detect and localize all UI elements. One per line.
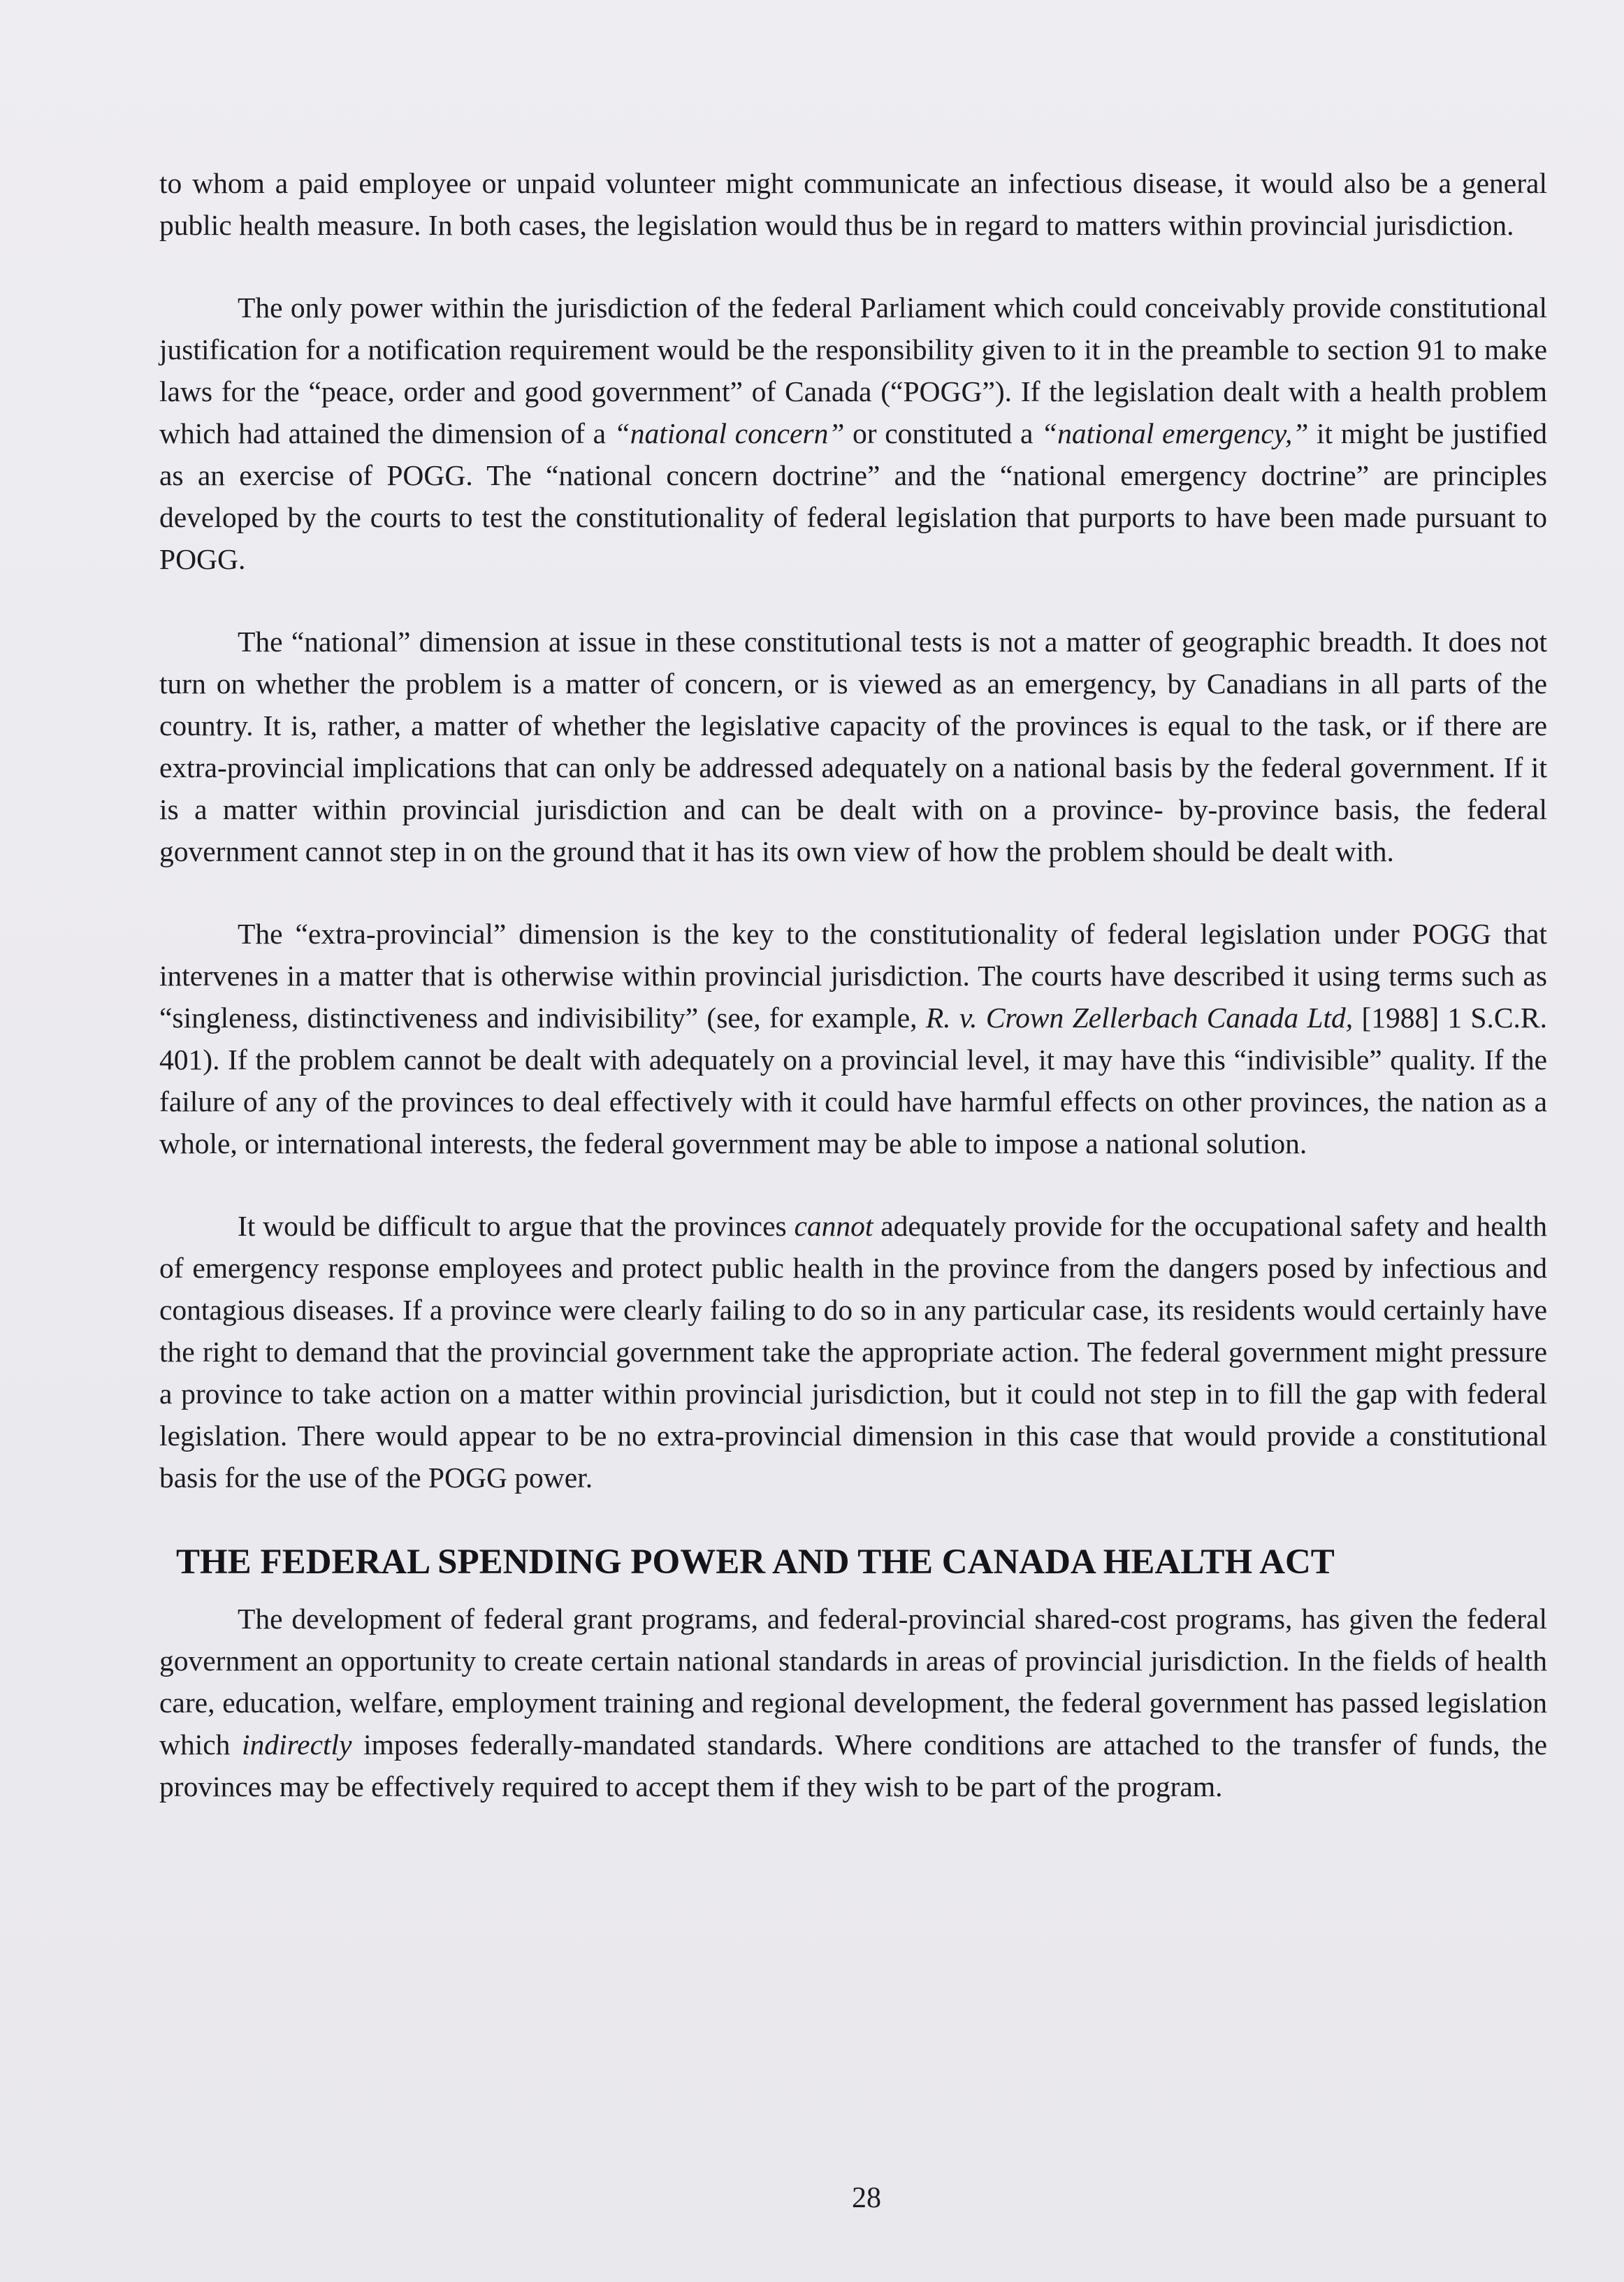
- paragraph-5-text-b: adequately provide for the occupational safety and health of emergency response employees and protect public health in the province from the dangers posed by infectious and contagious diseases. If a province were clearly failing to do so in any particular case, its residents would certainly have the right to demand that the provincial government take the appropriate action. The federal government might pressure a province to take action on a matter within provincial jurisdiction, but it could not step in to fill the gap with federal legislation. There would appear to be no extra-provincial dimension in this case that would provide a constitutional basis for the use of the POGG power.: [159, 1210, 1547, 1494]
- page-body: [159, 162, 1547, 1807]
- paragraph-2-text-b: or constituted a: [844, 417, 1042, 449]
- paragraph-6-text-a: The development of federal grant programs, and federal-provincial shared-cost programs, has given the federal government an opportunity to create certain national standards in areas of provincial jurisdiction. In the fields of health care, education, welfare, employment training and regional development, the federal government has passed legislation which: [159, 1603, 1547, 1761]
- paragraph-2-text-a: The only power within the jurisdiction of the federal Parliament which could conceivably provide constitutional justification for a notification requirement would be the responsibility given to it in the preamble to section 91 to make laws for the “peace, order and good government” of Canada (“POGG”). If the legislation dealt with a health problem which had attained the dimension of a: [159, 291, 1547, 449]
- paragraph-1: [159, 162, 1547, 246]
- paragraph-2-emphasis-1: “national concern”: [614, 417, 845, 449]
- paragraph-6-text-b: imposes federally-mandated standards. Where conditions are attached to the transfer of funds, the provinces may be effectively required to accept them if they wish to be part of the program.: [159, 1728, 1548, 1803]
- paragraph-5: [159, 1205, 1547, 1499]
- paragraph-4: [159, 913, 1547, 1164]
- section-heading: THE FEDERAL SPENDING POWER AND THE CANADA HEALTH ACT: [176, 1543, 1335, 1582]
- paragraph-2-emphasis-2: “national emergency,”: [1041, 417, 1309, 449]
- paragraph-3-text: The “national” dimension at issue in these constitutional tests is not a matter of geographic breadth. It does not turn on whether the problem is a matter of concern, or is viewed as an emergency, by Canadians in all parts of the country. It is, rather, a matter of whether the legislative capacity of the provinces is equal to the task, or if there are extra-provincial implications that can only be addressed adequately on a national basis by the federal government. If it is a matter within provincial jurisdiction and can be dealt with on a province- by-province basis, the federal government cannot step in on the ground that it has its own view of how the problem should be dealt with.: [159, 626, 1547, 867]
- page-number: 28: [852, 2182, 881, 2214]
- paragraph-2: [159, 287, 1547, 580]
- paragraph-4-text-b: [1988] 1 S.C.R. 401). If the problem cannot be dealt with adequately on a provincial level, it may have this “indivisible” quality. If the failure of any of the provinces to deal effectively with it could have harmful effects on other provinces, the nation as a whole, or international interests, the federal government may be able to impose a national solution.: [159, 1002, 1547, 1160]
- paragraph-1-text: to whom a paid employee or unpaid volunteer might communicate an infectious disease, it would also be a general public health measure. In both cases, the legislation would thus be in regard to matters within provincial jurisdiction.: [159, 167, 1547, 241]
- paragraph-6-emphasis: indirectly: [242, 1728, 352, 1761]
- paragraph-4-case-citation: R. v. Crown Zellerbach Canada Ltd,: [925, 1002, 1354, 1034]
- paragraph-5-emphasis: cannot: [794, 1210, 873, 1242]
- paragraph-5-text-a: It would be difficult to argue that the provinces: [238, 1210, 795, 1242]
- paragraph-2-text-c: it might be justified as an exercise of POGG. The “national concern doctrine” and the “national emergency doctrine” are principles developed by the courts to test the constitutionality of federal legislation that purports to have been made pursuant to POGG.: [159, 417, 1547, 575]
- paragraph-6: [159, 1598, 1547, 1807]
- paragraph-3: [159, 621, 1547, 872]
- paragraph-4-text-a: The “extra-provincial” dimension is the key to the constitutionality of federal legislation under POGG that intervenes in a matter that is otherwise within provincial jurisdiction. The courts have described it using terms such as “singleness, distinctiveness and indivisibility” (see, for example,: [159, 918, 1547, 1034]
